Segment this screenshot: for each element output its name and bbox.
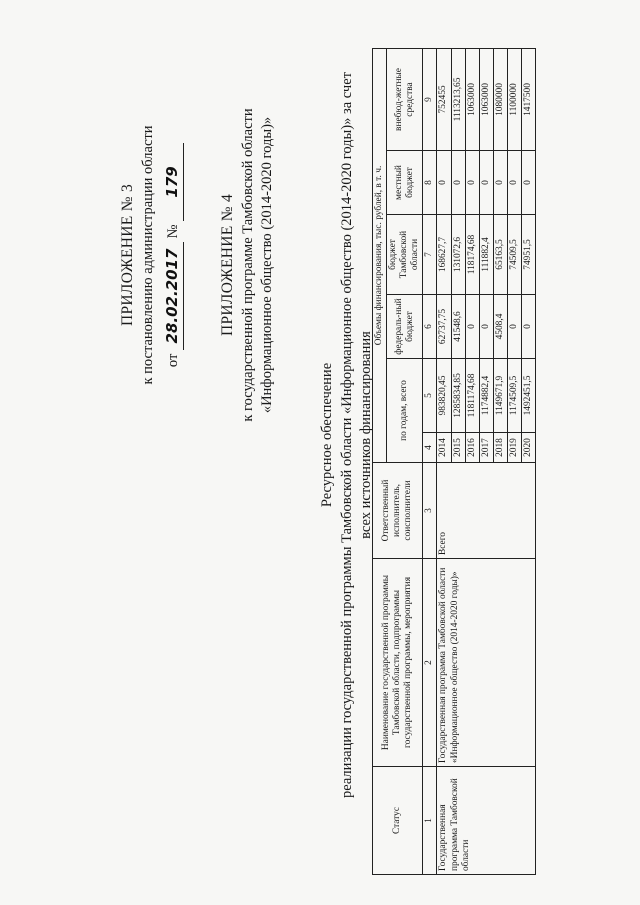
local-cell: 0 <box>479 151 493 215</box>
federal-cell: 0 <box>507 295 521 359</box>
total-cell: 983820,45 <box>437 359 451 433</box>
header-extra: внебюд-жетные средства <box>387 48 423 150</box>
appendix-4-line-2: «Информационное общество (2014-2020 годы)» <box>259 116 276 414</box>
total-cell: 1174882,4 <box>479 359 493 433</box>
year-cell: 2019 <box>507 433 521 463</box>
year-cell: 2020 <box>522 433 536 463</box>
header-responsible: Ответственный исполнитель, соисполнители <box>373 463 423 559</box>
local-cell: 0 <box>451 151 465 215</box>
extra-cell: 1100000 <box>507 48 521 150</box>
document-title-line-1: Ресурсное обеспечение <box>319 362 335 508</box>
extra-cell: 1080000 <box>493 48 507 150</box>
responsible-cell: Всего <box>437 463 536 559</box>
appendix-4-title: ПРИЛОЖЕНИЕ № 4 <box>219 193 236 337</box>
column-index: 3 <box>423 463 437 559</box>
date-prefix: от <box>165 353 182 368</box>
extra-cell: 1063000 <box>479 48 493 150</box>
column-index: 7 <box>423 215 437 295</box>
header-status: Статус <box>373 767 423 875</box>
year-cell: 2016 <box>465 433 479 463</box>
resource-table <box>372 48 536 875</box>
regional-cell: 131072,6 <box>451 215 465 295</box>
extra-cell: 1063000 <box>465 48 479 150</box>
handwritten-number: 179 <box>162 143 183 221</box>
document-title <box>318 45 377 825</box>
program-name-cell: Государственная программа Тамбовской области «Информационное общество (2014-2020 годы)» <box>437 559 536 767</box>
federal-cell: 0 <box>465 295 479 359</box>
federal-cell: 0 <box>522 295 536 359</box>
total-cell: 1492451,5 <box>522 359 536 433</box>
handwritten-date: 28.02.2017 <box>162 242 183 350</box>
local-cell: 0 <box>493 151 507 215</box>
federal-cell: 4508,4 <box>493 295 507 359</box>
header-by-year: по годам, всего <box>387 359 423 463</box>
header-federal: федераль-ный бюджет <box>387 295 423 359</box>
year-cell: 2018 <box>493 433 507 463</box>
header-local: местный бюджет <box>387 151 423 215</box>
federal-cell: 41548,6 <box>451 295 465 359</box>
local-cell: 0 <box>437 151 451 215</box>
appendix-3-title: ПРИЛОЖЕНИЕ № 3 <box>119 183 136 327</box>
regional-cell: 65163,5 <box>493 215 507 295</box>
document-title-line-3: всех источников финансирования <box>358 331 375 539</box>
regional-cell: 111882,4 <box>479 215 493 295</box>
local-cell: 0 <box>507 151 521 215</box>
regional-cell: 168627,7 <box>437 215 451 295</box>
appendix-3-dateline <box>162 5 184 505</box>
regional-cell: 74509,5 <box>507 215 521 295</box>
column-index-row <box>423 48 437 874</box>
extra-cell: 752455 <box>437 48 451 150</box>
column-index: 9 <box>423 48 437 150</box>
local-cell: 0 <box>522 151 536 215</box>
column-index: 4 <box>423 433 437 463</box>
column-index: 2 <box>423 559 437 767</box>
appendix-3-line: к постановлению администрации области <box>139 125 156 385</box>
regional-cell: 118174,68 <box>465 215 479 295</box>
status-cell: Государственная программа Тамбовской области <box>437 767 536 875</box>
appendix-4-line-1: к государственной программе Тамбовской области <box>239 108 256 422</box>
header-name: Наименование государственной программы Тамбовской области, подпрограммы государственной программы, мероприятия <box>373 559 423 767</box>
document-title-line-2: реализации государственной программы Тамбовской области «Информационное общество (2014-2020 годы)» за счет <box>338 72 355 798</box>
year-cell: 2015 <box>451 433 465 463</box>
header-regional: бюджет Тамбовской области <box>387 215 423 295</box>
total-cell: 1181174,68 <box>465 359 479 433</box>
local-cell: 0 <box>465 151 479 215</box>
column-index: 1 <box>423 767 437 875</box>
year-cell: 2017 <box>479 433 493 463</box>
total-cell: 1285834,85 <box>451 359 465 433</box>
table-row <box>437 48 451 874</box>
extra-cell: 1113213,65 <box>451 48 465 150</box>
column-index: 5 <box>423 359 437 433</box>
year-cell: 2014 <box>437 433 451 463</box>
appendix-3-header <box>118 5 184 505</box>
total-cell: 1149671,9 <box>493 359 507 433</box>
column-index: 6 <box>423 295 437 359</box>
total-cell: 1174509,5 <box>507 359 521 433</box>
column-index: 8 <box>423 151 437 215</box>
federal-cell: 62737,75 <box>437 295 451 359</box>
header-volumes: Объемы финансирования, тыс. рублей, в т. ч. <box>373 48 387 462</box>
number-prefix: № <box>165 224 182 239</box>
extra-cell: 1417500 <box>522 48 536 150</box>
regional-cell: 74951,5 <box>522 215 536 295</box>
appendix-4-header <box>218 15 278 515</box>
table-header-row-1 <box>373 48 387 874</box>
federal-cell: 0 <box>479 295 493 359</box>
